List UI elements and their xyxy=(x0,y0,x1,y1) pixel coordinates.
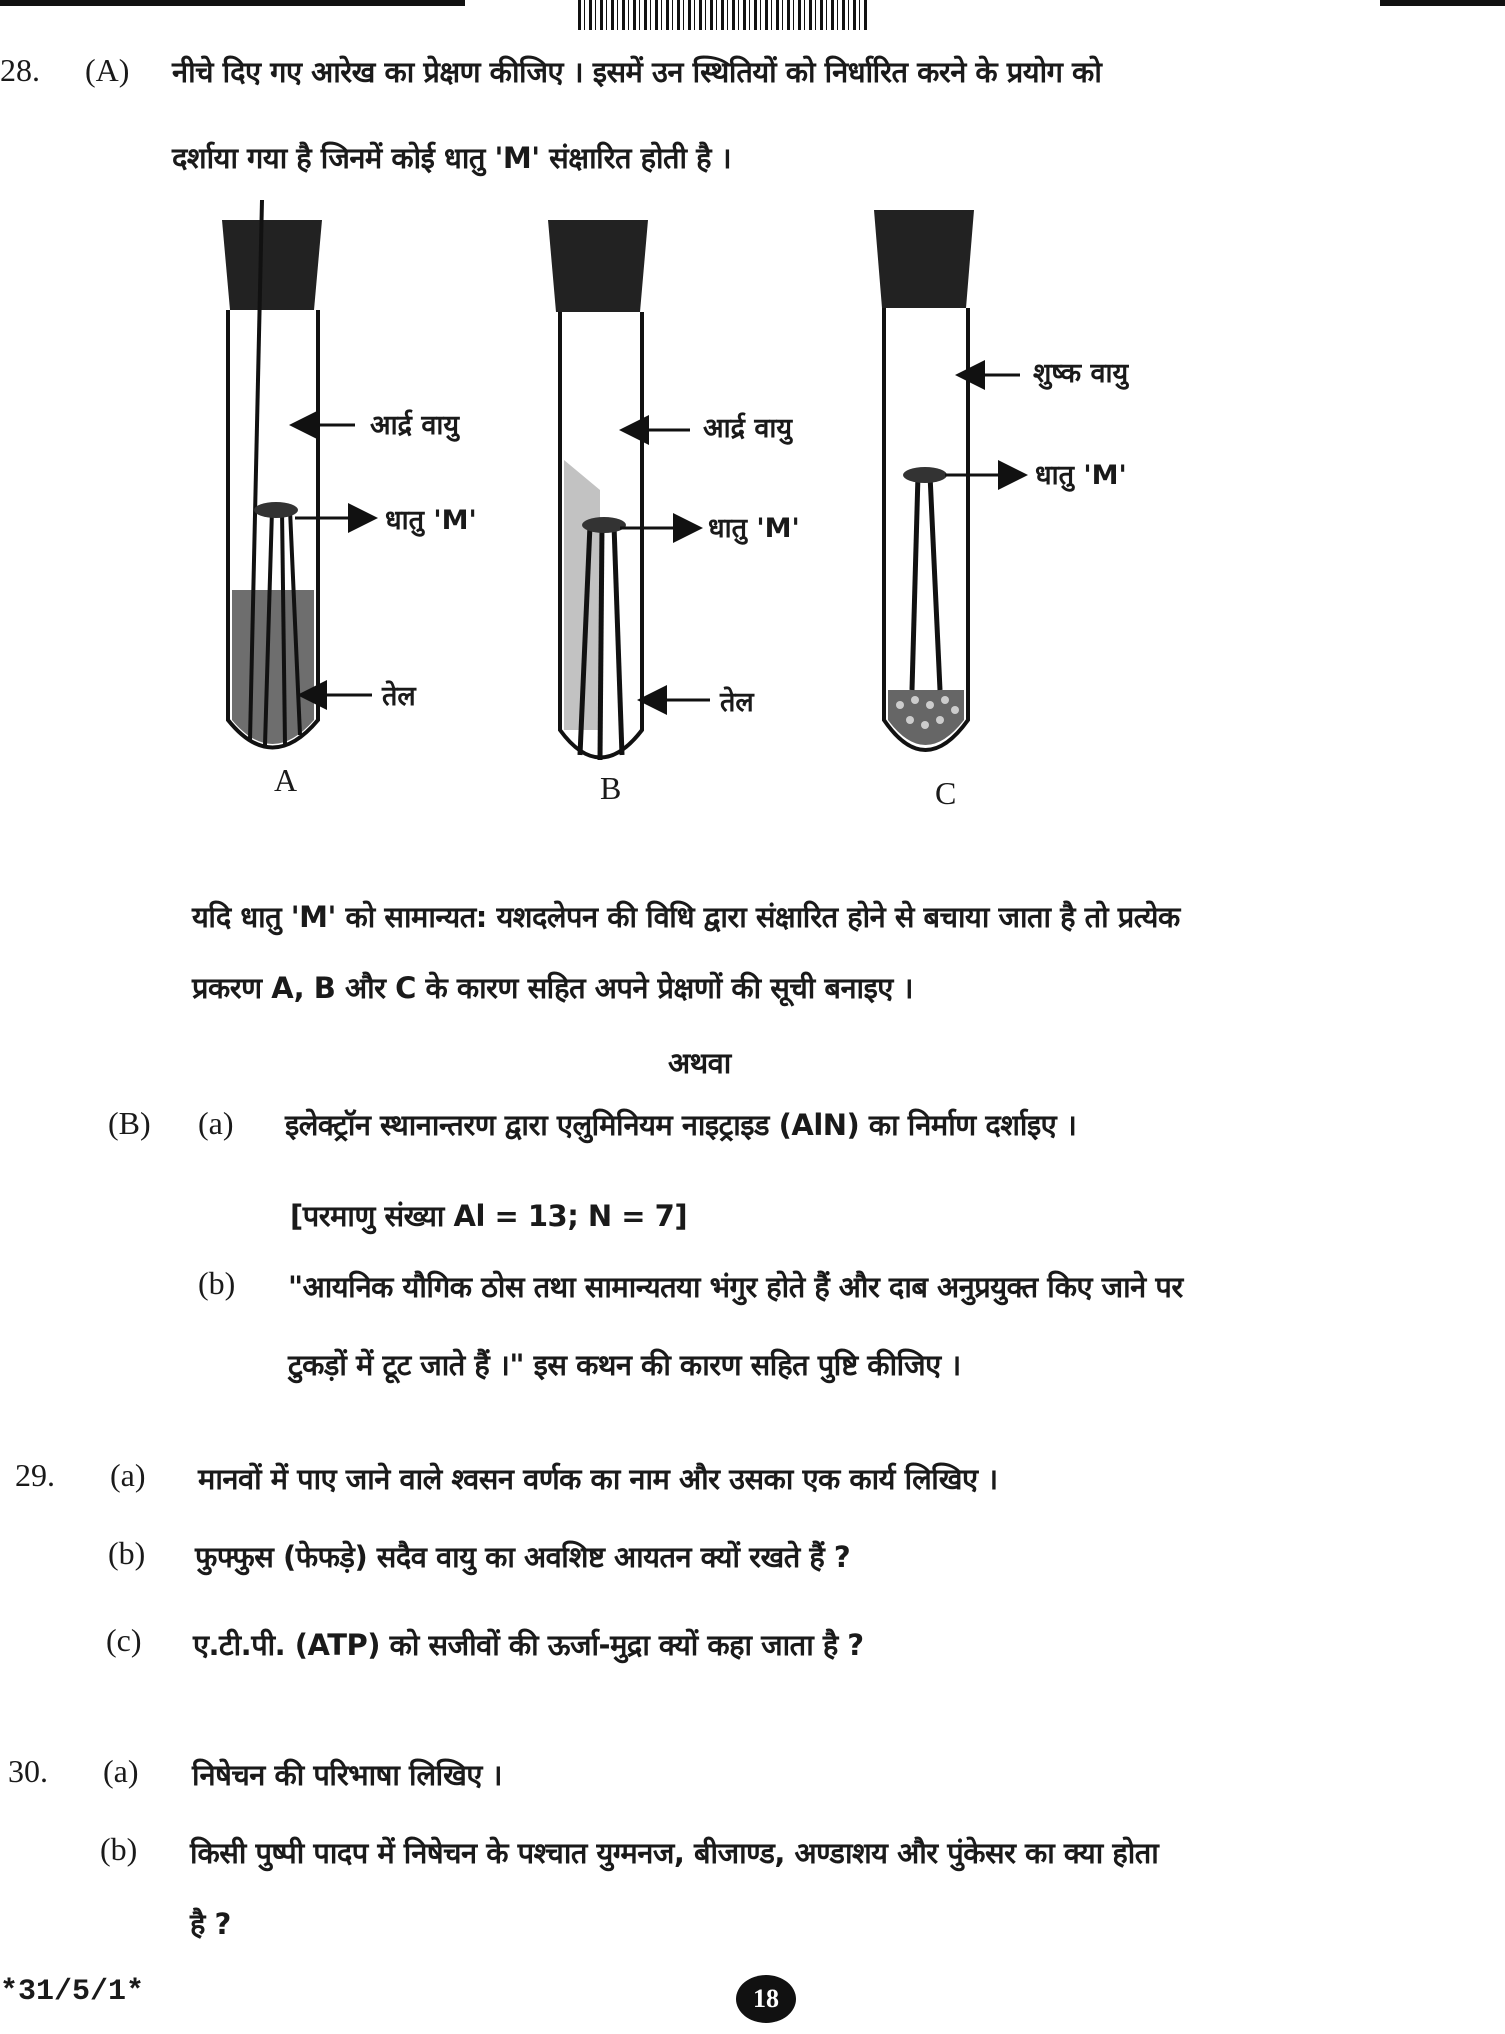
test-tube-c xyxy=(874,210,1025,750)
q28-intro-line2: दर्शाया गया है जिनमें कोई धातु 'M' संक्षारित होती है । xyxy=(172,141,732,175)
q28-b-b-label: (b) xyxy=(198,1265,236,1301)
q28-question-line1: यदि धातु 'M' को सामान्यत: यशदलेपन की विधि द्वारा संक्षारित होने से बचाया जाता है तो प्रत्येक xyxy=(192,900,1180,934)
q29-b-label: (b) xyxy=(108,1535,146,1571)
tube-c-air-label: शुष्क वायु xyxy=(1033,358,1129,389)
tube-b-metal-label: धातु 'M' xyxy=(708,513,800,544)
q29-c-text: ए.टी.पी. (ATP) को सजीवों की ऊर्जा-मुद्रा क्यों कहा जाता है ? xyxy=(193,1628,864,1662)
q30-b-label: (b) xyxy=(100,1831,138,1867)
tube-a-oil-label: तेल xyxy=(382,681,416,712)
test-tube-b xyxy=(548,220,710,760)
tube-a-caption: A xyxy=(274,762,298,798)
tube-c-caption: C xyxy=(935,775,957,811)
top-border-right xyxy=(1380,0,1505,6)
q28-question-line2: प्रकरण A, B और C के कारण सहित अपने प्रेक्षणों की सूची बनाइए । xyxy=(192,971,913,1005)
q28-b-b-line1: "आयनिक यौगिक ठोस तथा सामान्यतया भंगुर होते हैं और दाब अनुप्रयुक्त किए जाने पर xyxy=(288,1270,1183,1304)
tube-b-caption: B xyxy=(600,770,622,806)
q30-a-text: निषेचन की परिभाषा लिखिए । xyxy=(192,1758,502,1792)
test-tube-a xyxy=(222,200,375,748)
q29-c-label: (c) xyxy=(106,1622,142,1658)
q28-part-a-label: (A) xyxy=(85,52,130,88)
q29-a-label: (a) xyxy=(110,1457,146,1493)
or-separator: अथवा xyxy=(668,1046,731,1080)
tube-a-metal-label: धातु 'M' xyxy=(385,505,477,536)
q28-b-b-line2: टुकड़ों में टूट जाते हैं ।" इस कथन की कारण सहित पुष्टि कीजिए । xyxy=(288,1348,961,1382)
tube-b-oil-label: तेल xyxy=(720,687,754,718)
q30-b-text: किसी पुष्पी पादप में निषेचन के पश्चात युग्मनज, बीजाण्ड, अण्डाशय और पुंकेसर का क्या होता xyxy=(190,1836,1159,1870)
q30-a-label: (a) xyxy=(103,1753,139,1789)
q28-b-a-note: [परमाणु संख्या Al = 13; N = 7] xyxy=(290,1199,688,1233)
q29-number: 29. xyxy=(15,1457,55,1493)
barcode xyxy=(578,0,868,30)
tube-a-air-label: आर्द्र वायु xyxy=(370,410,459,441)
q29-a-text: मानवों में पाए जाने वाले श्वसन वर्णक का नाम और उसका एक कार्य लिखिए । xyxy=(198,1462,998,1496)
q29-b-text: फुफ्फुस (फेफड़े) सदैव वायु का अवशिष्ट आयतन क्यों रखते हैं ? xyxy=(195,1540,851,1574)
tube-c-metal-label: धातु 'M' xyxy=(1035,460,1127,491)
tube-b-air-label: आर्द्र वायु xyxy=(703,413,792,444)
paper-code: *31/5/1* xyxy=(0,1975,145,2009)
q28-b-a-text: इलेक्ट्रॉन स्थानान्तरण द्वारा एलुमिनियम नाइट्राइड (AlN) का निर्माण दर्शाइए । xyxy=(285,1108,1077,1142)
q30-number: 30. xyxy=(8,1753,48,1789)
page-number: 18 xyxy=(736,1975,796,2023)
q28-b-a-label: (a) xyxy=(198,1105,234,1141)
q28-part-b-label: (B) xyxy=(108,1105,151,1141)
q28-number: 28. xyxy=(0,52,40,88)
top-border-left xyxy=(0,0,465,6)
q28-intro-line1: नीचे दिए गए आरेख का प्रेक्षण कीजिए । इसमें उन स्थितियों को निर्धारित करने के प्रयोग को xyxy=(172,55,1102,89)
q30-b-text-cont: है ? xyxy=(190,1907,231,1941)
